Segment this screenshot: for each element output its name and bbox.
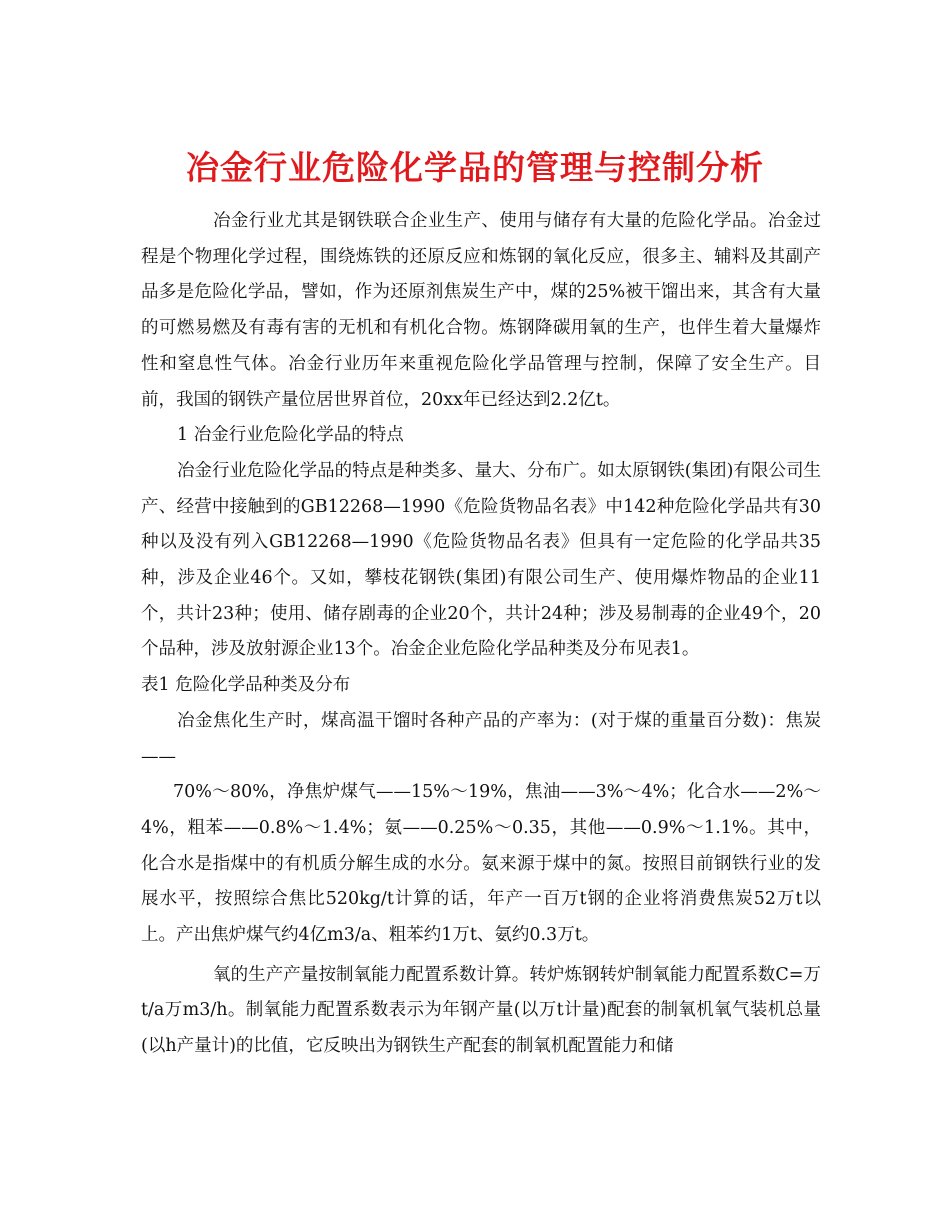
paragraph-intro: 冶金行业尤其是钢铁联合企业生产、使用与储存有大量的危险化学品。冶金过程是个物理化学过程，围绕炼铁的还原反应和炼钢的氧化反应，很多主、辅料及其副产品多是危险化学品，譬如，作为还原剂焦炭生产中，煤的25%被干馏出来，其含有大量的可燃易燃及有毒有害的无机和有机化合物。炼钢降碳用氧的生产，也伴生着大量爆炸性和窒息性气体。冶金行业历年来重视危险化学品管理与控制，保障了安全生产。目前，我国的钢铁产量位居世界首位，20xx年已经达到2.2亿t。 <box>141 211 821 410</box>
paragraph-yields: 70%～80%，净焦炉煤气——15%～19%，焦油——3%～4%；化合水——2%～4%，粗苯——0.8%～1.4%；氨——0.25%～0.35，其他——0.9%～1.1%。其中，化合水是指煤中的有机质分解生成的水分。氨来源于煤中的氮。按照目前钢铁行业的发展水平，按照综合焦比520kg/t计算的话，年产一百万t钢的企业将消费焦炭52万t以上。产出焦炉煤气约4亿m3/a、粗苯约1万t、氨约0.3万t。 <box>141 782 821 946</box>
document-title: 冶金行业危险化学品的管理与控制分析 <box>186 148 764 188</box>
table-caption: 表1 危险化学品种类及分布 <box>141 675 351 696</box>
paragraph-characteristics: 冶金行业危险化学品的特点是种类多、量大、分布广。如太原钢铁(集团)有限公司生产、经营中接触到的GB12268—1990《危险货物品名表》中142种危险化学品共有30种以及没有列入GB12268—1990《危险货物品名表》但具有一定危险的化学品共35种，涉及企业46个。又如，攀枝花钢铁(集团)有限公司生产、使用爆炸物品的企业11个，共计23种；使用、储存剧毒的企业20个，共计24种；涉及易制毒的企业49个，20个品种，涉及放射源企业13个。冶金企业危险化学品种类及分布见表1。 <box>141 460 821 660</box>
section-heading: 1 冶金行业危险化学品的特点 <box>177 425 404 446</box>
paragraph-oxygen: 氧的生产产量按制氧能力配置系数计算。转炉炼钢转炉制氧能力配置系数C=万t/a万m3/h。制氧能力配置系数表示为年钢产量(以万t计量)配套的制氧机氧气装机总量(以h产量计)的比值，它反映出为钢铁生产配套的制氧机配置能力和储 <box>141 964 821 1057</box>
document-body <box>141 204 821 1065</box>
paragraph-coking: 冶金焦化生产时，煤高温干馏时各种产品的产率为：(对于煤的重量百分数)：焦炭—— <box>141 710 821 767</box>
